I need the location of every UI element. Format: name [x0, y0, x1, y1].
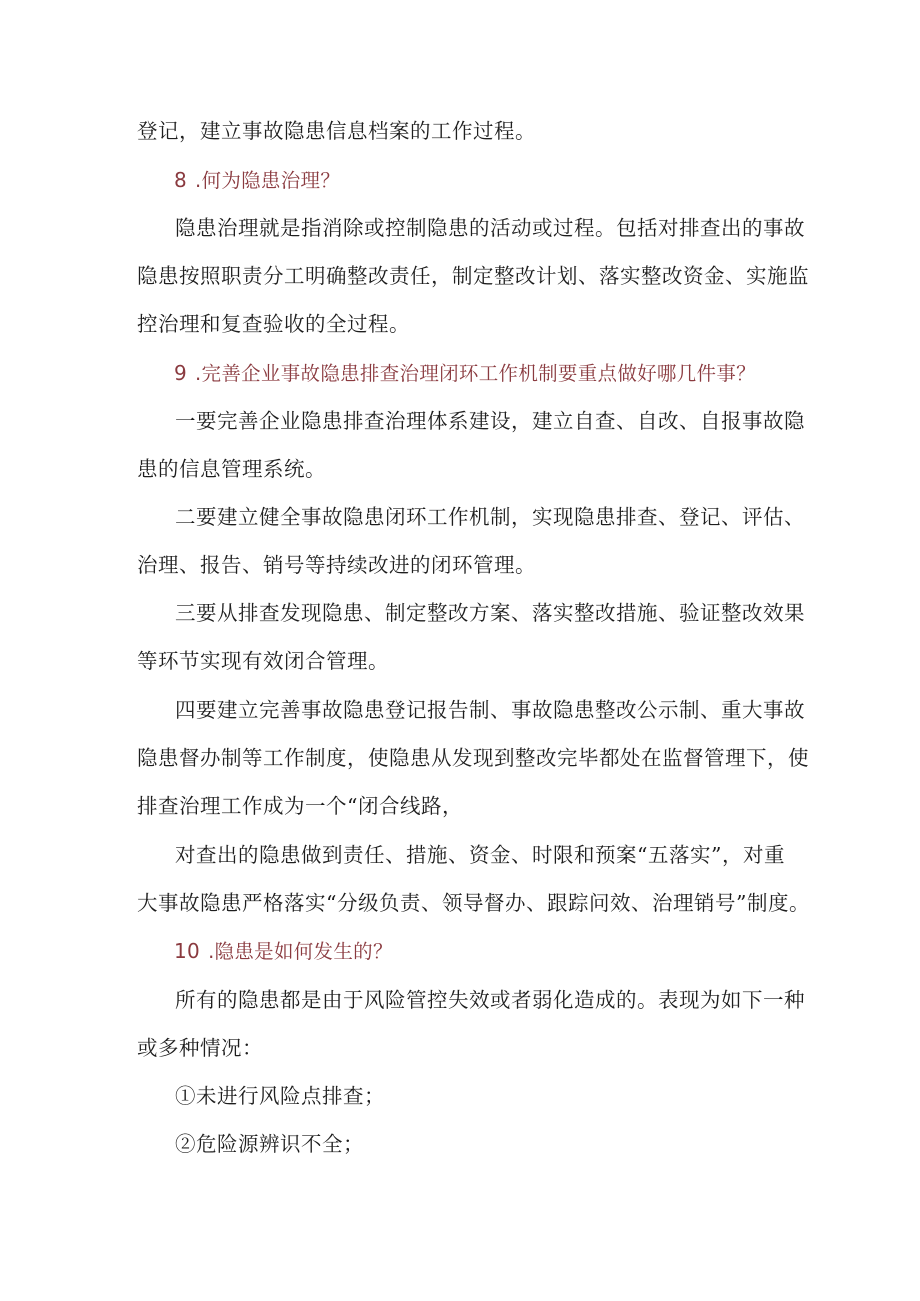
paragraph-line: 登记，建立事故隐患信息档案的工作过程。	[137, 119, 536, 143]
paragraph-line: 四要建立完善事故隐患登记报告制、事故隐患整改公示制、重大事故	[175, 698, 805, 722]
list-item: ②危险源辨识不全；	[175, 1132, 364, 1156]
paragraph-line: 隐患按照职责分工明确整改责任，制定整改计划、落实整改资金、实施监	[137, 264, 809, 288]
paragraph-line: 一要完善企业隐患排查治理体系建设，建立自查、自改、自报事故隐	[175, 409, 805, 433]
paragraph-line: 排查治理工作成为一个“闭合线路，	[137, 794, 463, 818]
list-item: ①未进行风险点排查；	[175, 1084, 385, 1108]
paragraph-line: 隐患治理就是指消除或控制隐患的活动或过程。包括对排查出的事故	[175, 216, 805, 240]
paragraph-line: 控治理和复查验收的全过程。	[137, 312, 410, 336]
paragraph-line: 治理、报告、销号等持续改进的闭环管理。	[137, 553, 536, 577]
paragraph-line: 大事故隐患严格落实“分级负责、领导督办、跟踪问效、治理销号”制度。	[137, 891, 810, 915]
paragraph-line: 患的信息管理系统。	[137, 457, 326, 481]
section-heading-8: 8 .何为隐患治理？	[174, 168, 341, 192]
section-heading-10: 10 .隐患是如何发生的？	[174, 939, 393, 963]
paragraph-line: 对查出的隐患做到责任、措施、资金、时限和预案“五落实”，对重	[175, 843, 785, 867]
paragraph-line: 所有的隐患都是由于风险管控失效或者弱化造成的。表现为如下一种	[175, 988, 805, 1012]
paragraph-line: 三要从排查发现隐患、制定整改方案、落实整改措施、验证整改效果	[175, 601, 805, 625]
section-heading-9: 9 .完善企业事故隐患排查治理闭环工作机制要重点做好哪几件事？	[174, 361, 756, 385]
paragraph-line: 或多种情况：	[137, 1036, 263, 1060]
paragraph-line: 等环节实现有效闭合管理。	[137, 649, 389, 673]
paragraph-line: 隐患督办制等工作制度，使隐患从发现到整改完毕都处在监督管理下，使	[137, 746, 809, 770]
paragraph-line: 二要建立健全事故隐患闭环工作机制，实现隐患排查、登记、评估、	[175, 505, 805, 529]
